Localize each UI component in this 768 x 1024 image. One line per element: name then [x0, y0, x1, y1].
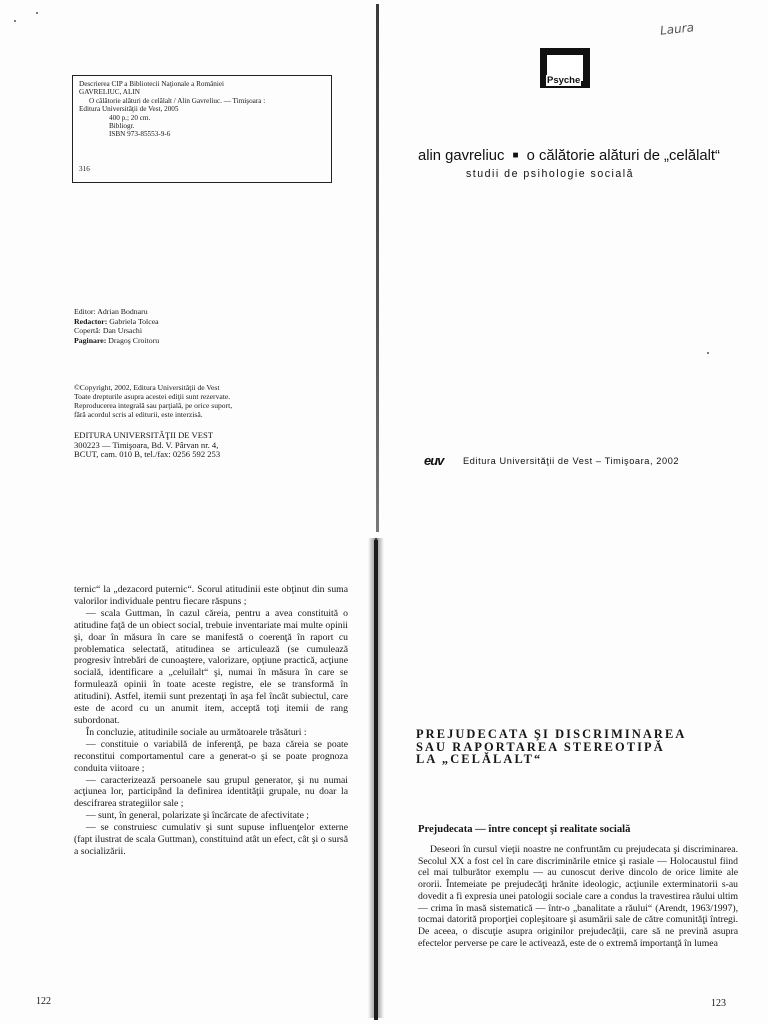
copyright-notice: [74, 384, 232, 420]
cip-line: Editura Universităţii de Vest, 2005: [79, 105, 179, 114]
credit-label: Paginare:: [74, 335, 107, 345]
cip-line: Descrierea CIP a Bibliotecii Naţionale a României: [79, 80, 225, 88]
section-heading: Prejudecata — între concept şi realitate socială: [418, 824, 631, 835]
body-paragraph: Deseori în cursul vieţii noastre ne confruntăm cu prejudecata şi discriminarea. Secolul XX a fost cel în care discriminările etnice şi rasiale — Holocaustul fiind cel mai tulburător exemplu — au cunoscut derive dincolo de orice limite ale ororii. Întemeiate pe prejudecăţi hrănite ideologic, acţiunile exterminatorii s-au dovedit a fi expresia unei patologii sociale care a condus la travestirea răului ultim — crima în masă sistematică — într-o „banalitate a răului“ (Arendt, 1963/1997), tocmai datorită proporţiei copleşitoare şi asumării sale de către comunităţi întregi. De aceea, o discuţie asupra originilor prejudecăţii, care să ne prevină asupra efectelor perverse pe care le activează, este de o extremă importanţă în lumea: [418, 844, 738, 949]
cip-line: ISBN 973-85553-9-6: [109, 130, 171, 139]
book-fold-bottom: [374, 540, 378, 1020]
page-number-right: 123: [711, 998, 726, 1009]
publisher-line: BCUT, cam. 010 B, tel./fax: 0256 592 253: [74, 449, 221, 460]
body-paragraph: — scala Guttman, în cazul căreia, pentru a avea constituită o atitudine faţă de un obiect social, trebuie inventariate mai multe opinii şi, doar în măsura în care se manifestă o coerenţă în raport cu problematica selectată, atitudinea se articulează (se cumulează progresiv întrebări de cunoaştere, valorizare, opţiune practică, acţiune socială, identificare a „celuilalt“ şi, numai în măsura în care se formulează opinii în toate aceste registre, ele se transformă în atitudini). Astfel, itemii sunt prezentaţi în aşa fel încât subiectul, care este de acord cu un anumit item, acceptă toţi itemii de rang subordonat.: [74, 607, 348, 726]
chapter-title-line: PREJUDECATA ŞI DISCRIMINAREA: [416, 727, 687, 741]
credit-label: Copertă:: [74, 326, 101, 335]
copyright-line: ©Copyright, 2002, Editura Universităţii de Vest: [74, 383, 220, 392]
handwritten-note: Laura: [659, 20, 695, 38]
book-author: alin gavreliuc: [418, 148, 505, 164]
publisher-line: EDITURA UNIVERSITĂŢII DE VEST: [74, 430, 213, 440]
cip-line: Bibliogr.: [109, 122, 135, 131]
body-paragraph: — caracterizează persoanele sau grupul generator, şi nu numai acţiunea lor, participând la definirea identităţii grupale, nu doar la descifrarea strategiilor sale ;: [74, 774, 348, 810]
psyche-logo-text: Psyche: [547, 75, 581, 86]
title-separator-icon: ■: [512, 150, 519, 161]
chapter-title-line: LA „CELĂLALT“: [416, 752, 543, 766]
credit-name: Dragoş Croitoru: [108, 335, 160, 345]
right-page-body: [418, 844, 738, 949]
publisher-address: [74, 431, 220, 460]
page-number-left: 122: [36, 996, 51, 1007]
body-paragraph: — constituie o variabilă de inferenţă, pe baza căreia se poate reconstitui comportamentul care a generat-o şi se poate prognoza conduita viitoare ;: [74, 738, 348, 774]
scan-speck: [36, 12, 38, 14]
publisher-imprint: Editura Universităţii de Vest – Timişoara, 2002: [463, 456, 680, 466]
copyright-line: Toate drepturile asupra acestei ediţii sunt rezervate.: [74, 391, 231, 401]
left-page-body: [74, 584, 348, 858]
chapter-title-line: SAU RAPORTAREA STEREOTIPĂ: [416, 739, 665, 754]
credit-label: Redactor:: [74, 316, 108, 326]
body-paragraph: ternic“ la „dezacord puternic“. Scorul atitudinii este obţinut din suma valorilor individuale pentru fiecare răspuns ;: [74, 584, 348, 607]
copyright-line: fără acordul scris al editurii, este interzisă.: [74, 409, 203, 419]
body-paragraph: — sunt, în general, polarizate şi încărcate de afectivitate ;: [86, 810, 309, 822]
cip-line: GAVRELIUC, ALIN: [79, 88, 140, 97]
editorial-credits: [74, 307, 159, 345]
publisher-line: 300223 — Timişoara, Bd. V. Pârvan nr. 4,: [74, 439, 219, 450]
credit-name: Gabriela Tolcea: [109, 316, 159, 326]
cip-line: O călătorie alături de celălalt / Alin Gavreliuc. — Timişoara :: [89, 96, 266, 105]
body-paragraph: — se construiesc cumulativ şi sunt supuse influenţelor externe (fapt ilustrat de scala Guttman), constituind atât un efect, cât şi o sursă a socializării.: [74, 822, 348, 857]
copyright-line: Reproducerea integrală sau parţială, pe orice suport,: [74, 400, 233, 410]
cip-classification-code: 316: [79, 164, 90, 173]
body-paragraph: În concluzie, atitudinile sociale au următoarele trăsături :: [86, 726, 307, 738]
euv-publisher-logo: euv: [424, 453, 444, 468]
cip-line: 400 p.; 20 cm.: [109, 113, 151, 122]
credit-name: Dan Ursachi: [102, 326, 142, 335]
cip-description-box: [72, 75, 332, 183]
credit-name: Adrian Bodnaru: [97, 307, 148, 316]
scan-speck: [14, 20, 16, 22]
scan-speck: [707, 352, 709, 354]
book-fold-top: [376, 4, 379, 532]
book-subtitle: studii de psihologie socială: [466, 168, 635, 180]
book-title-line: [418, 148, 720, 164]
book-title: o călătorie alături de „celălalt“: [526, 148, 720, 164]
credit-label: Editor:: [74, 307, 96, 316]
chapter-title: [416, 728, 736, 766]
